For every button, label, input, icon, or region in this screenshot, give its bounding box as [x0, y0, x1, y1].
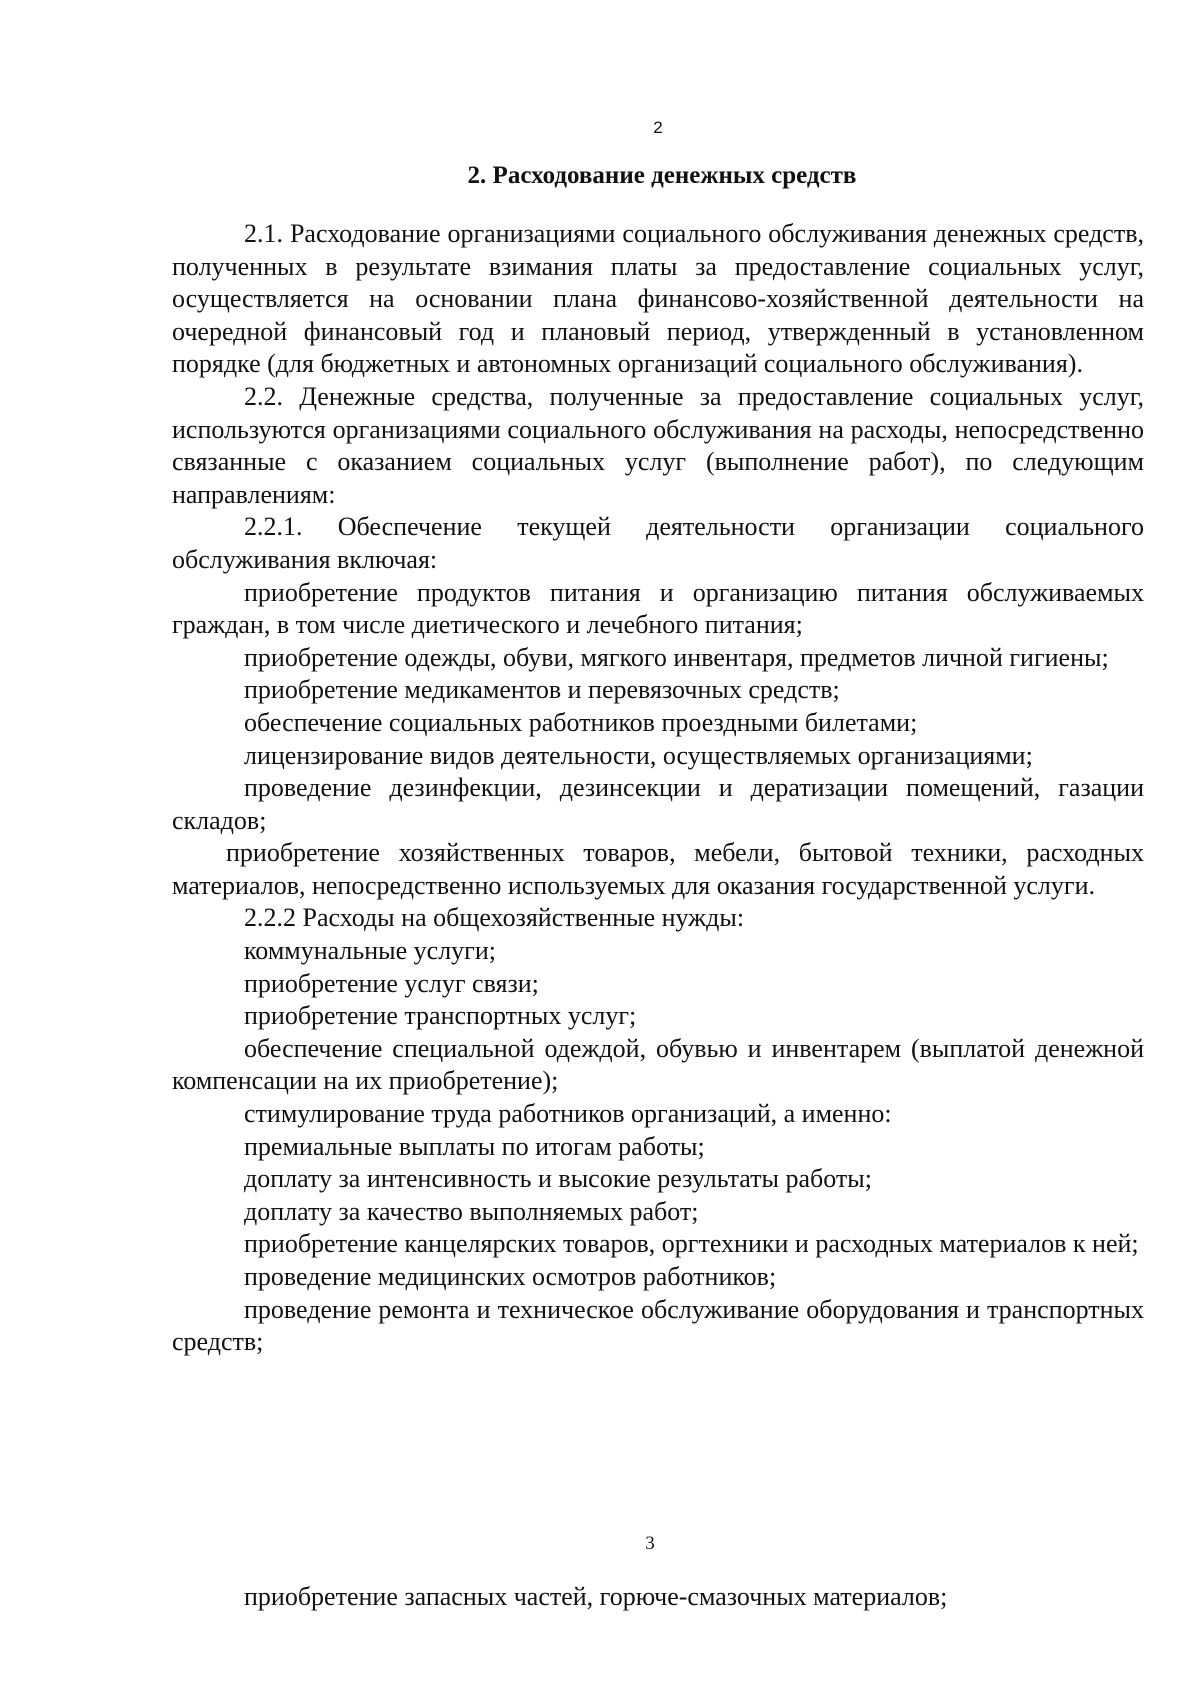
- list-item: приобретение одежды, обуви, мягкого инвентаря, предметов личной гигиены;: [244, 642, 1109, 672]
- next-page-number: 3: [645, 1533, 655, 1554]
- list-item: приобретение транспортных услуг;: [244, 1001, 637, 1031]
- list-item: проведение медицинских осмотров работников;: [244, 1262, 777, 1291]
- list-item: доплату за интенсивность и высокие результаты работы;: [244, 1164, 872, 1194]
- list-item: лицензирование видов деятельности, осуществляемых организациями;: [244, 740, 1033, 770]
- paragraph-2-2: 2.2. Денежные средства, полученные за предоставление социальных услуг, используются организациями социального обслуживания на расходы, непосредственно связанные с оказанием социальных услуг (выполнение работ), по следующим направлениям:: [172, 381, 1144, 509]
- list-item: обеспечение социальных работников проездными билетами;: [244, 707, 918, 737]
- section-heading: 2. Расходование денежных средств: [467, 162, 857, 189]
- paragraph-2-1: 2.1. Расходование организациями социального обслуживания денежных средств, полученных в результате взимания платы за предоставление социальных услуг, осуществляется на основании плана финансово-хозяйственной деятельности на очередной финансовый год и плановый период, утвержденный в установленном порядке (для бюджетных и автономных организаций социального обслуживания).: [172, 219, 1144, 379]
- list-item: обеспечение специальной одеждой, обувью и инвентарем (выплатой денежной компенсации на их приобретение);: [172, 1033, 1144, 1096]
- list-item: приобретение продуктов питания и организацию питания обслуживаемых граждан, в том числе диетического и лечебного питания;: [172, 577, 1144, 640]
- document-body: [172, 218, 1144, 1359]
- paragraph-2-2-1: 2.2.1. Обеспечение текущей деятельности организации социального обслуживания включая:: [172, 512, 1144, 574]
- list-item: доплату за качество выполняемых работ;: [244, 1196, 699, 1226]
- next-page-line: приобретение запасных частей, горюче-смазочных материалов;: [244, 1582, 948, 1611]
- list-item: проведение ремонта и техническое обслуживание оборудования и транспортных средств;: [172, 1294, 1144, 1357]
- list-item: проведение дезинфекции, дезинсекции и дератизации помещений, газации складов;: [172, 773, 1144, 835]
- list-item: приобретение хозяйственных товаров, мебели, бытовой техники, расходных материалов, непосредственно используемых для оказания государственной услуги.: [172, 838, 1144, 900]
- list-item: коммунальные услуги;: [244, 936, 496, 966]
- list-item: приобретение услуг связи;: [244, 968, 539, 998]
- list-item: стимулирование труда работников организаций, а именно:: [244, 1099, 892, 1129]
- paragraph-2-2-2: 2.2.2 Расходы на общехозяйственные нужды:: [244, 903, 745, 933]
- page-number: 2: [653, 118, 663, 137]
- list-item: приобретение канцелярских товаров, оргтехники и расходных материалов к ней;: [244, 1229, 1139, 1259]
- list-item: премиальные выплаты по итогам работы;: [244, 1131, 705, 1161]
- list-item: приобретение медикаментов и перевязочных средств;: [244, 675, 840, 705]
